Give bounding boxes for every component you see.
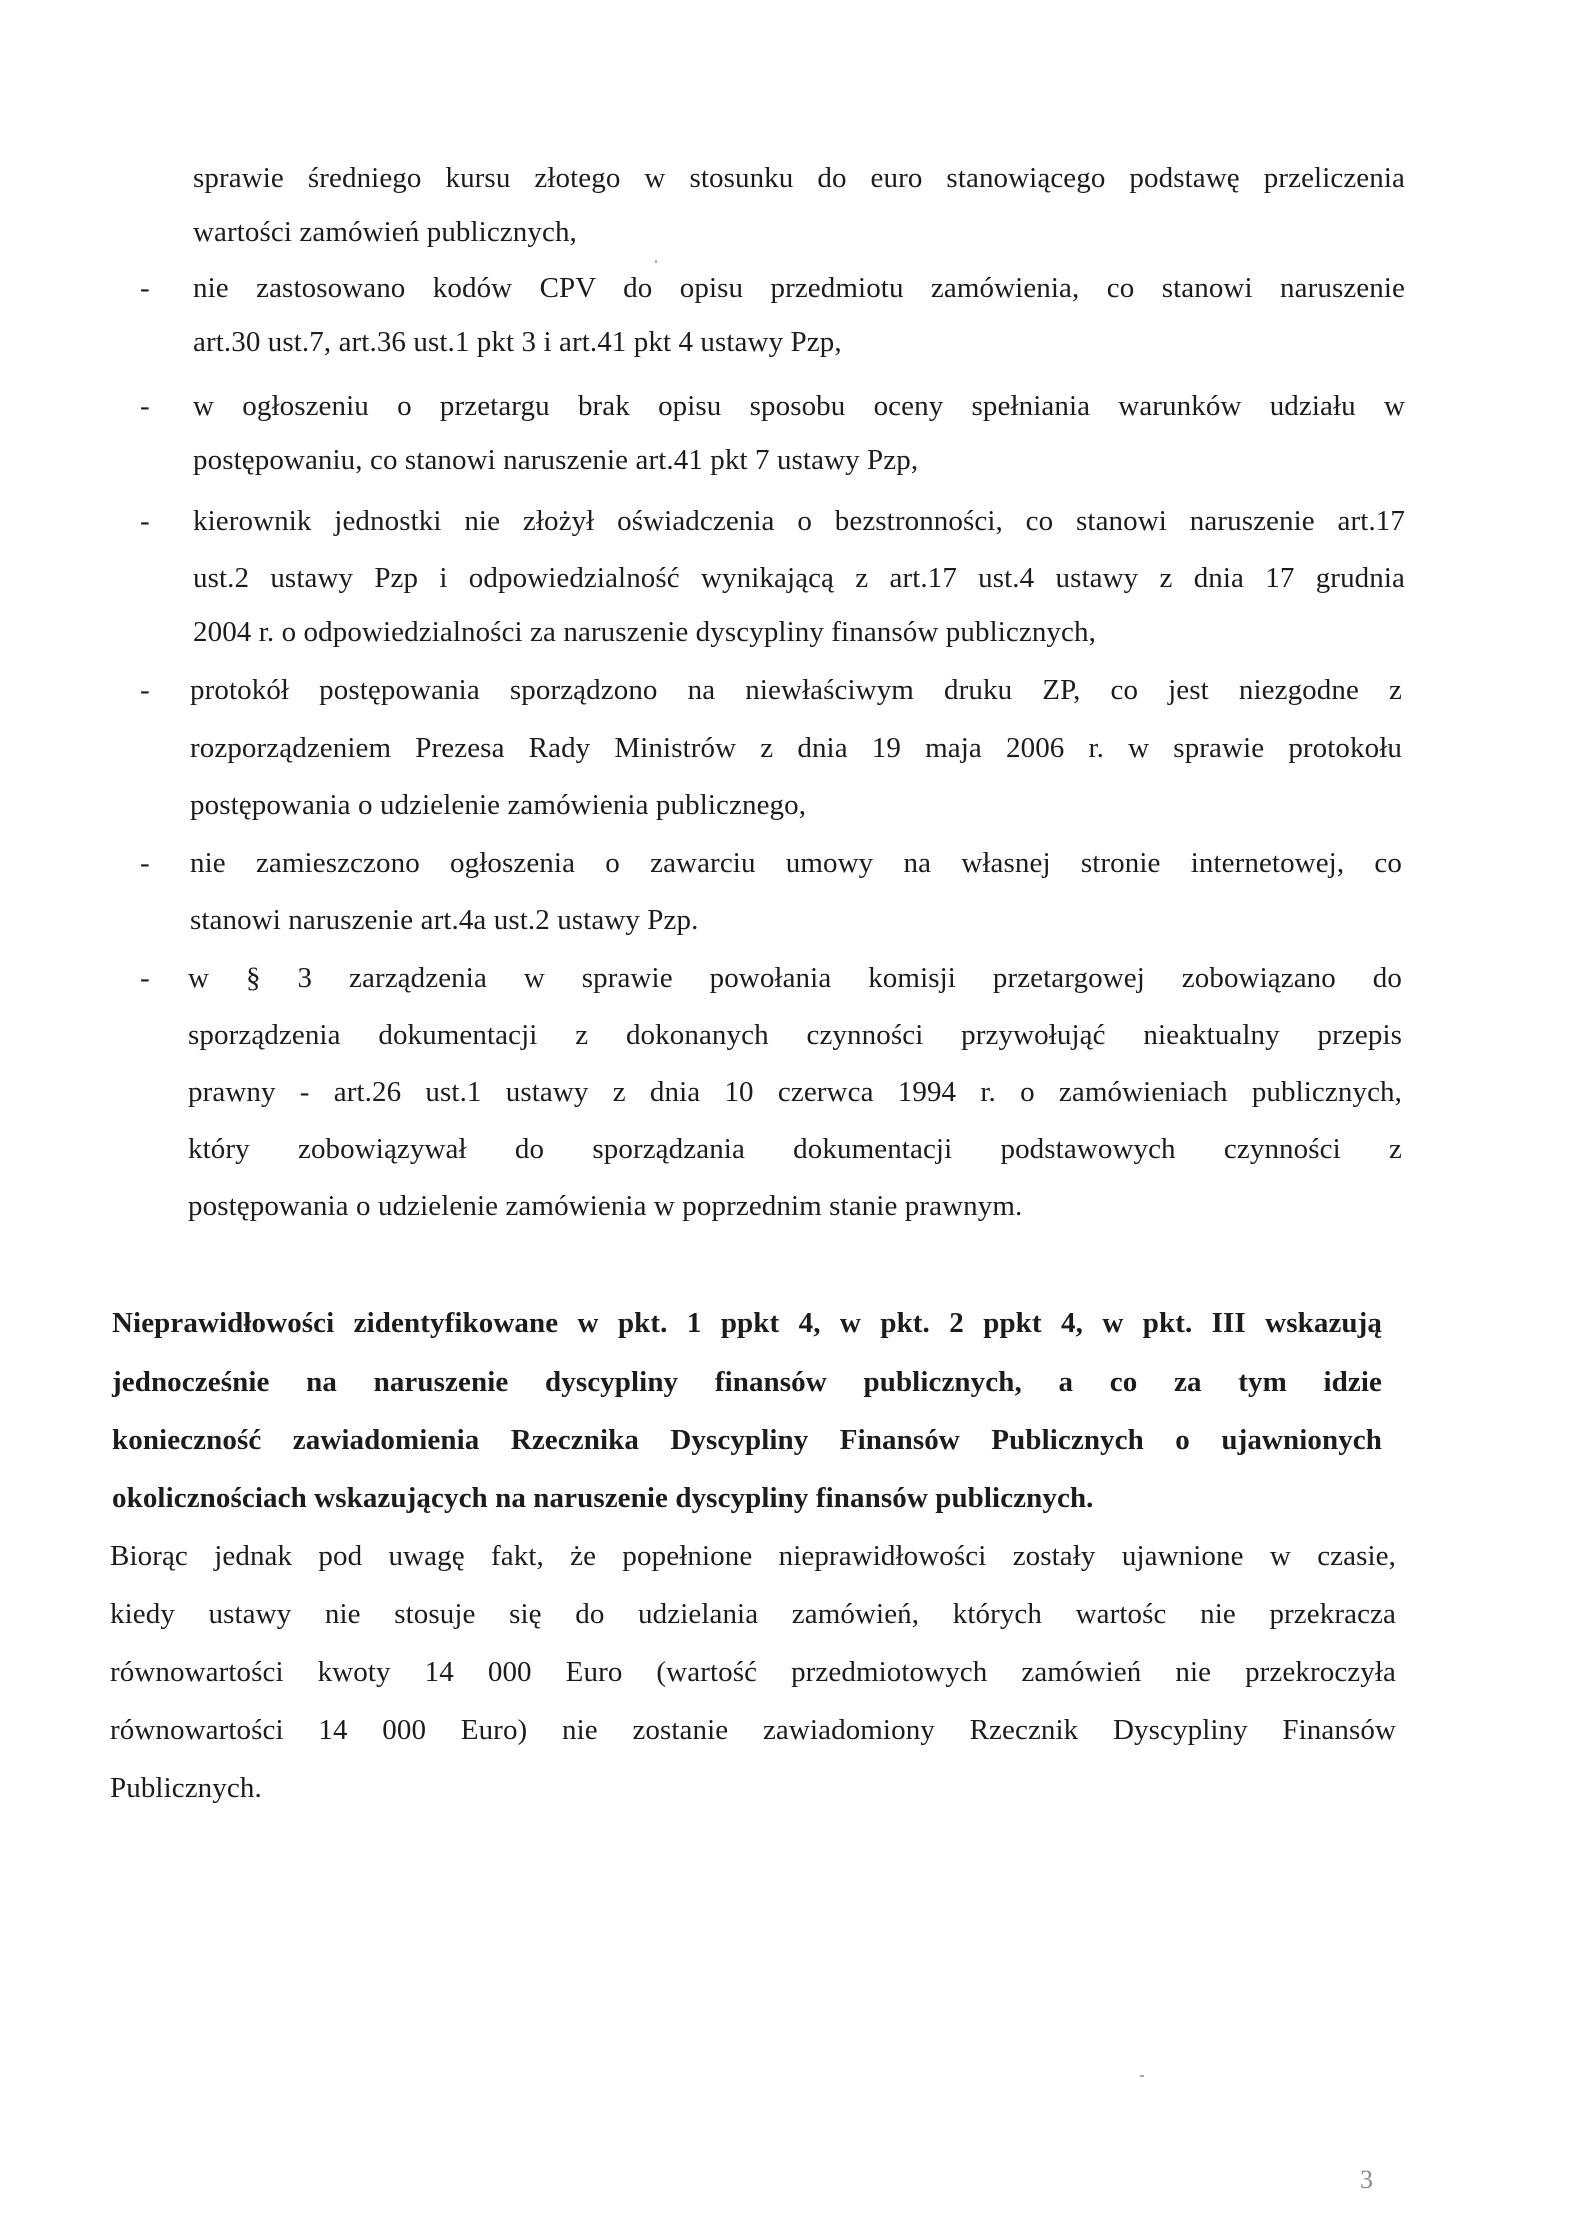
bullet-6-line-1: w § 3 zarządzenia w sprawie powołania komisji przetargowej zobowiązano do xyxy=(188,962,1402,994)
bullet-4-line-1: protokół postępowania sporządzono na niewłaściwym druku ZP, co jest niezgodne z xyxy=(190,674,1402,706)
bullet-dash-2: - xyxy=(140,390,150,422)
closing-paragraph-line-4: równowartości 14 000 Euro) nie zostanie zawiadomiony Rzecznik Dyscypliny Finansów xyxy=(110,1714,1396,1746)
closing-paragraph-line-3: równowartości kwoty 14 000 Euro (wartość przedmiotowych zamówień nie przekroczyła xyxy=(110,1656,1396,1688)
bullet-dash-6: - xyxy=(140,962,150,994)
bullet-1-line-2: art.30 ust.7, art.36 ust.1 pkt 3 i art.41 pkt 4 ustawy Pzp, xyxy=(193,326,842,358)
bullet-3-line-3: 2004 r. o odpowiedzialności za naruszenie dyscypliny finansów publicznych, xyxy=(193,616,1096,648)
bold-paragraph-line-4: okolicznościach wskazujących na naruszenie dyscypliny finansów publicznych. xyxy=(112,1482,1094,1514)
bullet-3-line-2: ust.2 ustawy Pzp i odpowiedzialność wynikającą z art.17 ust.4 ustawy z dnia 17 grudnia xyxy=(193,562,1405,594)
page-number: 3 xyxy=(1360,2165,1373,2194)
bullet-dash-3: - xyxy=(140,505,150,537)
bullet-dash-4: - xyxy=(140,674,150,706)
scan-speck xyxy=(1140,2075,1144,2077)
bullet-4-line-3: postępowania o udzielenie zamówienia publicznego, xyxy=(190,789,807,821)
bold-paragraph-line-3: konieczność zawiadomienia Rzecznika Dyscypliny Finansów Publicznych o ujawnionych xyxy=(112,1424,1382,1456)
bullet-2-line-2: postępowaniu, co stanowi naruszenie art.41 pkt 7 ustawy Pzp, xyxy=(193,444,919,476)
bullet-6-line-4: który zobowiązywał do sporządzania dokumentacji podstawowych czynności z xyxy=(188,1133,1402,1165)
bullet-2-line-1: w ogłoszeniu o przetargu brak opisu sposobu oceny spełniania warunków udziału w xyxy=(193,390,1405,422)
bullet-4-line-2: rozporządzeniem Prezesa Rady Ministrów z dnia 19 maja 2006 r. w sprawie protokołu xyxy=(190,732,1402,764)
closing-paragraph-line-5: Publicznych. xyxy=(110,1772,262,1804)
continuation-line-1: sprawie średniego kursu złotego w stosunku do euro stanowiącego podstawę przeliczenia xyxy=(193,162,1405,194)
bullet-5-line-2: stanowi naruszenie art.4a ust.2 ustawy Pzp. xyxy=(190,904,699,936)
closing-paragraph-line-2: kiedy ustawy nie stosuje się do udzielania zamówień, których wartośc nie przekracza xyxy=(110,1598,1396,1630)
closing-paragraph-line-1: Biorąc jednak pod uwagę fakt, że popełnione nieprawidłowości zostały ujawnione w czasie, xyxy=(110,1540,1396,1572)
bullet-1-line-1: nie zastosowano kodów CPV do opisu przedmiotu zamówienia, co stanowi naruszenie xyxy=(193,272,1405,304)
scan-speck xyxy=(655,260,657,263)
bold-paragraph-line-1: Nieprawidłowości zidentyfikowane w pkt. 1 ppkt 4, w pkt. 2 ppkt 4, w pkt. III wskazują xyxy=(112,1307,1382,1339)
bullet-6-line-3: prawny - art.26 ust.1 ustawy z dnia 10 czerwca 1994 r. o zamówieniach publicznych, xyxy=(188,1076,1402,1108)
bullet-dash-5: - xyxy=(140,847,150,879)
bullet-6-line-2: sporządzenia dokumentacji z dokonanych czynności przywołująć nieaktualny przepis xyxy=(188,1019,1402,1051)
bullet-6-line-5: postępowania o udzielenie zamówienia w poprzednim stanie prawnym. xyxy=(188,1190,1023,1222)
bullet-5-line-1: nie zamieszczono ogłoszenia o zawarciu umowy na własnej stronie internetowej, co xyxy=(190,847,1402,879)
bullet-3-line-1: kierownik jednostki nie złożył oświadczenia o bezstronności, co stanowi naruszenie art.17 xyxy=(193,505,1405,537)
bullet-dash-1: - xyxy=(140,272,150,304)
bold-paragraph-line-2: jednocześnie na naruszenie dyscypliny finansów publicznych, a co za tym idzie xyxy=(112,1366,1382,1398)
continuation-line-2: wartości zamówień publicznych, xyxy=(193,216,577,248)
